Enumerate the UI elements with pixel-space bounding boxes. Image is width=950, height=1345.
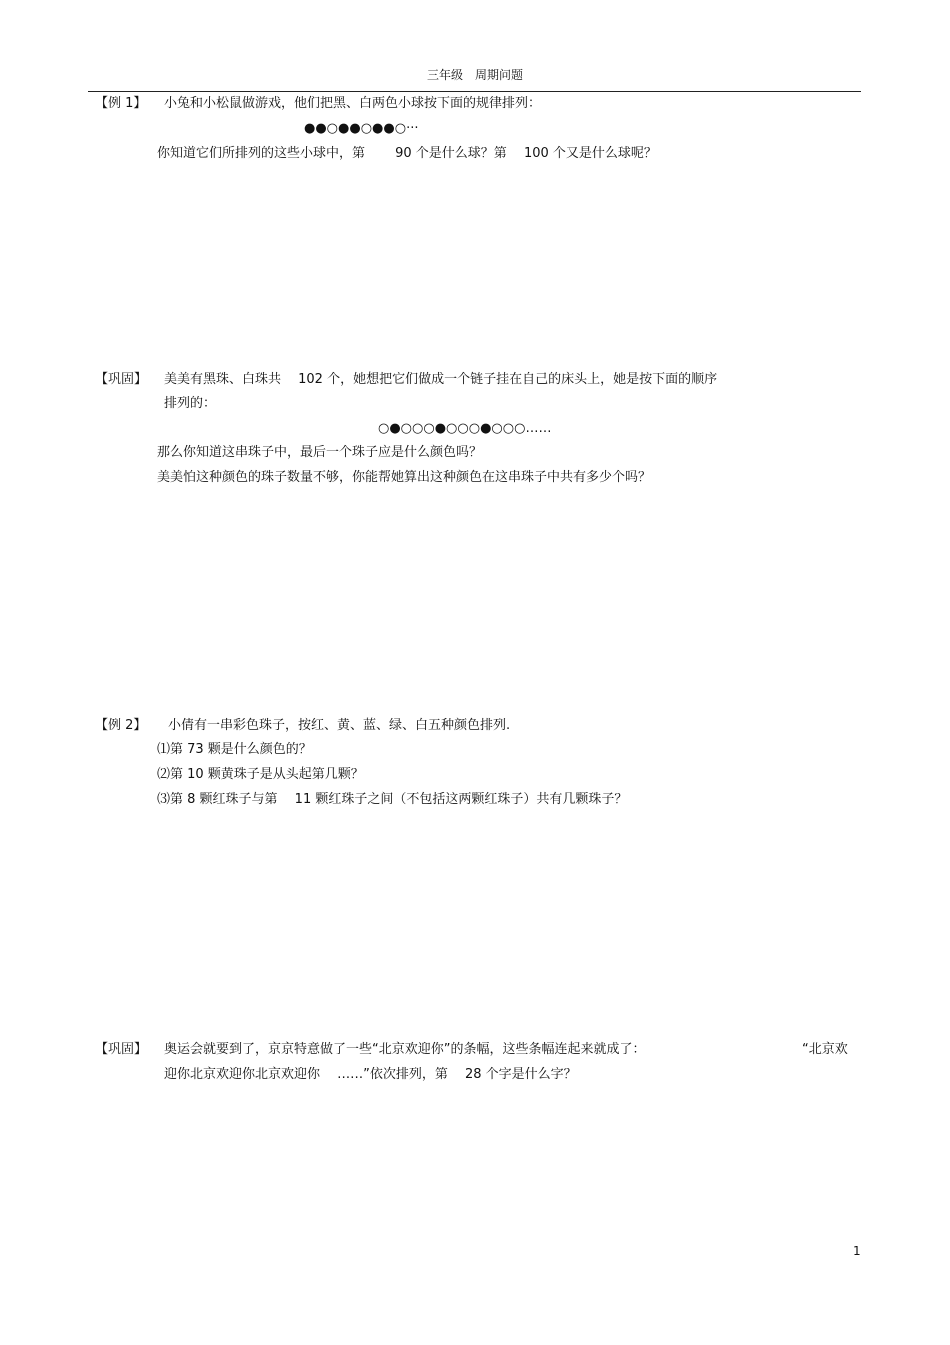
example-2-question-1: ⑴第 73 颗是什么颜色的？ bbox=[157, 742, 312, 757]
practice-2-question: 迎你北京欢迎你北京欢迎你 ……”依次排列，第 28 个字是什么字？ bbox=[164, 1067, 577, 1082]
page-header-title: 三年级 周期问题 bbox=[426, 68, 523, 82]
example-1-tag: 【例 1】 bbox=[95, 96, 147, 111]
practice-2-text-end: “北京欢 bbox=[802, 1042, 848, 1057]
practice-1-question-2: 美美怕这种颜色的珠子数量不够，你能帮她算出这种颜色在这串珠子中共有多少个吗？ bbox=[157, 470, 652, 485]
example-2-tag: 【例 2】 bbox=[95, 718, 147, 733]
example-1-ball-pattern: ●●○●●○●●○··· bbox=[304, 121, 419, 136]
example-2-question-3: ⑶第 8 颗红珠子与第 11 颗红珠子之间（不包括这两颗红珠子）共有几颗珠子？ bbox=[157, 792, 628, 807]
practice-1-tag: 【巩固】 bbox=[95, 372, 148, 387]
header-divider bbox=[88, 91, 861, 92]
practice-1-text-cont: 排列的： bbox=[164, 396, 217, 411]
practice-2-tag: 【巩固】 bbox=[95, 1042, 148, 1057]
example-2-question-2: ⑵第 10 颗黄珠子是从头起第几颗？ bbox=[157, 767, 364, 782]
example-1-question: 你知道它们所排列的这些小球中，第 90 个是什么球？第 100 个又是什么球呢？ bbox=[157, 146, 657, 161]
example-1-text: 小兔和小松鼠做游戏，他们把黑、白两色小球按下面的规律排列： bbox=[164, 96, 542, 111]
practice-2-text: 奥运会就要到了，京京特意做了一些“北京欢迎你”的条幅，这些条幅连起来就成了： bbox=[164, 1042, 646, 1057]
practice-1-question-1: 那么你知道这串珠子中，最后一个珠子应是什么颜色吗？ bbox=[157, 445, 483, 460]
example-2-text: 小倩有一串彩色珠子，按红、黄、蓝、绿、白五种颜色排列. bbox=[168, 718, 511, 733]
practice-1-text: 美美有黑珠、白珠共 102 个，她想把它们做成一个链子挂在自己的床头上，她是按下面的顺序 bbox=[164, 372, 718, 387]
practice-1-bead-pattern: ○●○○○●○○○●○○○…… bbox=[378, 421, 552, 436]
page-number: 1 bbox=[853, 1244, 861, 1258]
